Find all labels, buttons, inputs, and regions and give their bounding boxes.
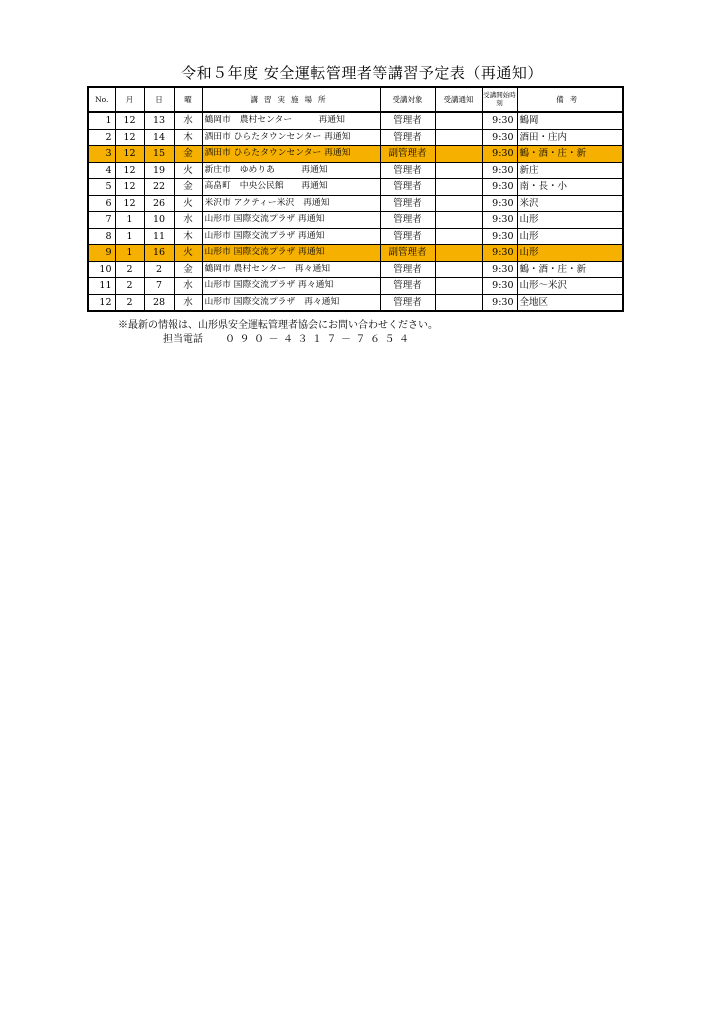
contact-phone: ０９０－４３１７－７６５４	[225, 334, 414, 345]
cell-weekday: 水	[174, 278, 202, 295]
cell-venue: 山形市 国際交流プラザ 再通知	[202, 245, 380, 262]
cell-notice	[435, 179, 482, 196]
cell-day: 11	[144, 228, 174, 245]
cell-start-time: 9:30	[482, 212, 517, 229]
cell-remarks: 鶴・酒・庄・新	[517, 261, 623, 278]
cell-weekday: 火	[174, 245, 202, 262]
cell-venue: 米沢市 アクティー米沢 再通知	[202, 195, 380, 212]
cell-venue: 酒田市 ひらたタウンセンター 再通知	[202, 129, 380, 146]
cell-target: 管理者	[380, 261, 435, 278]
table-row	[88, 212, 623, 229]
cell-venue: 山形市 国際交流プラザ 再々通知	[202, 278, 380, 295]
cell-start-time: 9:30	[482, 294, 517, 311]
cell-notice	[435, 162, 482, 179]
cell-weekday: 木	[174, 129, 202, 146]
cell-notice	[435, 195, 482, 212]
table-row	[88, 146, 623, 163]
cell-day: 14	[144, 129, 174, 146]
cell-day: 16	[144, 245, 174, 262]
cell-remarks: 南・長・小	[517, 179, 623, 196]
cell-no: 9	[88, 245, 115, 262]
cell-month: 12	[115, 162, 144, 179]
cell-start-time: 9:30	[482, 278, 517, 295]
cell-no: 7	[88, 212, 115, 229]
cell-start-time: 9:30	[482, 245, 517, 262]
cell-target: 副管理者	[380, 146, 435, 163]
cell-weekday: 水	[174, 112, 202, 129]
cell-venue: 鶴岡市 農村センター 再通知	[202, 112, 380, 129]
cell-target: 管理者	[380, 294, 435, 311]
cell-target: 管理者	[380, 195, 435, 212]
cell-weekday: 水	[174, 294, 202, 311]
cell-month: 12	[115, 146, 144, 163]
header-start-time: 受講開始時刻	[482, 87, 517, 112]
cell-day: 13	[144, 112, 174, 129]
cell-notice	[435, 245, 482, 262]
cell-no: 8	[88, 228, 115, 245]
table-row	[88, 261, 623, 278]
cell-remarks: 酒田・庄内	[517, 129, 623, 146]
cell-venue: 高畠町 中央公民館 再通知	[202, 179, 380, 196]
table-row	[88, 245, 623, 262]
cell-venue: 山形市 国際交流プラザ 再通知	[202, 212, 380, 229]
cell-day: 7	[144, 278, 174, 295]
cell-month: 12	[115, 112, 144, 129]
cell-day: 15	[144, 146, 174, 163]
cell-weekday: 金	[174, 261, 202, 278]
table-row	[88, 129, 623, 146]
cell-notice	[435, 212, 482, 229]
table-row	[88, 278, 623, 295]
cell-no: 1	[88, 112, 115, 129]
table-row	[88, 228, 623, 245]
cell-month: 2	[115, 278, 144, 295]
cell-weekday: 火	[174, 162, 202, 179]
header-notice: 受講通知	[435, 87, 482, 112]
cell-notice	[435, 294, 482, 311]
cell-no: 11	[88, 278, 115, 295]
cell-day: 26	[144, 195, 174, 212]
table-header-row	[88, 87, 623, 112]
cell-weekday: 火	[174, 195, 202, 212]
cell-day: 28	[144, 294, 174, 311]
cell-day: 2	[144, 261, 174, 278]
page-title: 令和５年度 安全運転管理者等講習予定表（再通知）	[181, 64, 543, 82]
cell-no: 4	[88, 162, 115, 179]
cell-weekday: 木	[174, 228, 202, 245]
cell-remarks: 新庄	[517, 162, 623, 179]
cell-start-time: 9:30	[482, 146, 517, 163]
cell-no: 5	[88, 179, 115, 196]
header-month: 月	[115, 87, 144, 112]
cell-month: 12	[115, 179, 144, 196]
header-remarks: 備考	[517, 87, 623, 112]
table-row	[88, 162, 623, 179]
cell-remarks: 鶴岡	[517, 112, 623, 129]
cell-start-time: 9:30	[482, 162, 517, 179]
cell-remarks: 鶴・酒・庄・新	[517, 146, 623, 163]
cell-notice	[435, 146, 482, 163]
cell-start-time: 9:30	[482, 129, 517, 146]
cell-day: 19	[144, 162, 174, 179]
table-row	[88, 195, 623, 212]
cell-weekday: 金	[174, 179, 202, 196]
cell-day: 10	[144, 212, 174, 229]
cell-start-time: 9:30	[482, 112, 517, 129]
table-row	[88, 294, 623, 311]
cell-target: 副管理者	[380, 245, 435, 262]
schedule-table	[87, 86, 624, 312]
cell-month: 2	[115, 294, 144, 311]
cell-notice	[435, 228, 482, 245]
cell-target: 管理者	[380, 162, 435, 179]
cell-no: 6	[88, 195, 115, 212]
cell-target: 管理者	[380, 212, 435, 229]
cell-start-time: 9:30	[482, 195, 517, 212]
cell-notice	[435, 112, 482, 129]
cell-month: 1	[115, 212, 144, 229]
header-target: 受講対象	[380, 87, 435, 112]
cell-start-time: 9:30	[482, 261, 517, 278]
cell-remarks: 山形～米沢	[517, 278, 623, 295]
header-venue: 講習実施場所	[202, 87, 380, 112]
header-weekday: 曜	[174, 87, 202, 112]
table-row	[88, 112, 623, 129]
cell-no: 2	[88, 129, 115, 146]
cell-month: 1	[115, 245, 144, 262]
cell-remarks: 山形	[517, 228, 623, 245]
cell-remarks: 全地区	[517, 294, 623, 311]
cell-month: 12	[115, 129, 144, 146]
header-day: 日	[144, 87, 174, 112]
cell-weekday: 水	[174, 212, 202, 229]
contact-label: 担当電話	[163, 334, 203, 345]
cell-notice	[435, 129, 482, 146]
cell-target: 管理者	[380, 278, 435, 295]
cell-month: 2	[115, 261, 144, 278]
table-row	[88, 179, 623, 196]
cell-target: 管理者	[380, 179, 435, 196]
cell-venue: 酒田市 ひらたタウンセンター 再通知	[202, 146, 380, 163]
cell-no: 10	[88, 261, 115, 278]
cell-start-time: 9:30	[482, 179, 517, 196]
contact-line	[163, 330, 414, 345]
info-note: ※最新の情報は、山形県安全運転管理者協会にお問い合わせください。	[118, 320, 438, 331]
cell-target: 管理者	[380, 112, 435, 129]
cell-start-time: 9:30	[482, 228, 517, 245]
cell-remarks: 米沢	[517, 195, 623, 212]
cell-venue: 鶴岡市 農村センター 再々通知	[202, 261, 380, 278]
cell-notice	[435, 278, 482, 295]
cell-no: 3	[88, 146, 115, 163]
header-no: No.	[88, 87, 115, 112]
cell-no: 12	[88, 294, 115, 311]
cell-venue: 山形市 国際交流プラザ 再々通知	[202, 294, 380, 311]
cell-notice	[435, 261, 482, 278]
cell-venue: 山形市 国際交流プラザ 再通知	[202, 228, 380, 245]
cell-month: 1	[115, 228, 144, 245]
cell-target: 管理者	[380, 228, 435, 245]
cell-target: 管理者	[380, 129, 435, 146]
cell-month: 12	[115, 195, 144, 212]
cell-day: 22	[144, 179, 174, 196]
cell-remarks: 山形	[517, 212, 623, 229]
cell-venue: 新庄市 ゆめりあ 再通知	[202, 162, 380, 179]
cell-remarks: 山形	[517, 245, 623, 262]
cell-weekday: 金	[174, 146, 202, 163]
